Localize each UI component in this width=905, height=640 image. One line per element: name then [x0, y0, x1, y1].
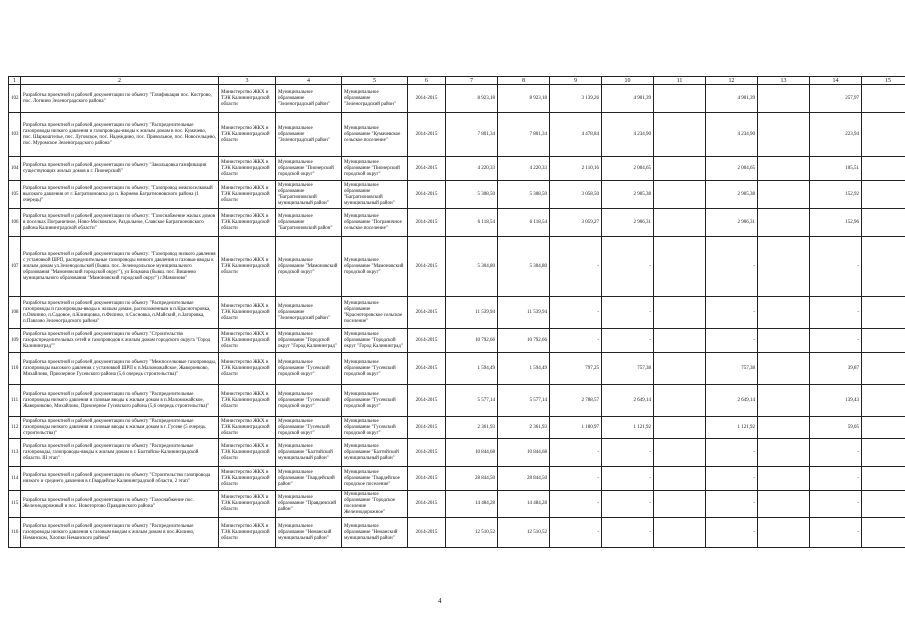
value-cell-12: -: [706, 329, 758, 353]
recipient-cell: Муниципальное образование "Гусевский городской округ": [276, 353, 342, 385]
value-cell-7: 28 844,50: [446, 467, 498, 491]
period-cell: 2014-2015: [408, 181, 446, 209]
value-cell-14: -: [810, 439, 862, 467]
value-cell-11: [654, 439, 706, 467]
value-cell-14: 223,94: [810, 113, 862, 157]
value-cell-10: -: [602, 491, 654, 518]
value-cell-15: [862, 113, 905, 157]
row-number: 112: [9, 417, 21, 439]
value-cell-13: [758, 518, 810, 548]
value-cell-9: 2 110,16: [550, 157, 602, 181]
table-row: [9, 297, 905, 329]
value-cell-11: [654, 237, 706, 297]
value-cell-15: [862, 329, 905, 353]
customer-cell: Министерство ЖКХ и ТЭК Калининградской области: [219, 157, 276, 181]
recipient-cell: Муниципальное образование "Зеленоградский район": [276, 85, 342, 113]
value-cell-8: 8 923,18: [498, 85, 550, 113]
value-cell-11: [654, 385, 706, 417]
value-cell-13: [758, 491, 810, 518]
column-number: 12: [706, 77, 758, 85]
row-number: 109: [9, 329, 21, 353]
value-cell-10: -: [602, 297, 654, 329]
customer-cell: Министерство ЖКХ и ТЭК Калининградской области: [219, 439, 276, 467]
value-cell-11: [654, 491, 706, 518]
value-cell-10: -: [602, 518, 654, 548]
works-table: [8, 76, 905, 548]
customer-cell: Министерство ЖКХ и ТЭК Калининградской области: [219, 297, 276, 329]
value-cell-14: 139,43: [810, 385, 862, 417]
value-cell-10: 4 901,39: [602, 85, 654, 113]
value-cell-13: [758, 181, 810, 209]
recipient-cell: Муниципальное образование "Правдинский район": [276, 491, 342, 518]
value-cell-9: -: [550, 237, 602, 297]
value-cell-9: -: [550, 297, 602, 329]
value-cell-14: -: [810, 491, 862, 518]
customer-cell: Министерство ЖКХ и ТЭК Калининградской области: [219, 518, 276, 548]
description-cell: Разработка проектной и рабочей документации по объекту "Распределительные газопроводы низкого давления и газовые вводы к жилым домам в г. Гусеве (5 очередь строительства)": [21, 417, 219, 439]
customer-cell: Министерство ЖКХ и ТЭК Калининградской области: [219, 181, 276, 209]
customer-cell: Министерство ЖКХ и ТЭК Калининградской области: [219, 237, 276, 297]
customer-cell: Министерство ЖКХ и ТЭК Калининградской области: [219, 467, 276, 491]
period-cell: 2014-2015: [408, 237, 446, 297]
column-number: 5: [342, 77, 408, 85]
recipient-cell: Муниципальное образование "Неманский муниципальный район": [276, 518, 342, 548]
table-row: [9, 385, 905, 417]
value-cell-15: [862, 297, 905, 329]
operator-cell: Муниципальное образование "Мамоновский городской округ": [342, 237, 408, 297]
value-cell-13: [758, 385, 810, 417]
value-cell-9: 4 478,84: [550, 113, 602, 157]
period-cell: 2014-2015: [408, 518, 446, 548]
row-number: 116: [9, 518, 21, 548]
recipient-cell: Муниципальное образование "Городской округ "Город Калининград": [276, 329, 342, 353]
value-cell-12: 2 004,65: [706, 157, 758, 181]
operator-cell: Муниципальное образование "Гвардейское городское поселение": [342, 467, 408, 491]
value-cell-13: [758, 113, 810, 157]
value-cell-9: -: [550, 329, 602, 353]
period-cell: 2014-2015: [408, 439, 446, 467]
table-row: [9, 329, 905, 353]
value-cell-11: [654, 297, 706, 329]
customer-cell: Министерство ЖКХ и ТЭК Калининградской области: [219, 385, 276, 417]
value-cell-10: 2 905,38: [602, 181, 654, 209]
operator-cell: Муниципальное образование "Пограничное сельское поселение": [342, 209, 408, 237]
column-number: 11: [654, 77, 706, 85]
value-cell-13: [758, 85, 810, 113]
value-cell-15: [862, 157, 905, 181]
value-cell-11: [654, 329, 706, 353]
page-number: 4: [438, 597, 442, 605]
value-cell-10: 2 906,31: [602, 209, 654, 237]
value-cell-7: 7 801,34: [446, 113, 498, 157]
value-cell-13: [758, 237, 810, 297]
period-cell: 2014-2015: [408, 417, 446, 439]
value-cell-14: 39,87: [810, 353, 862, 385]
table-row: [9, 237, 905, 297]
value-cell-13: [758, 157, 810, 181]
row-number: 114: [9, 467, 21, 491]
row-number: 110: [9, 353, 21, 385]
description-cell: Разработка проектной и рабочей документации по объекту "Газоснабжение пос. Железнодорожный и пос. Новоторгово Правдинского района": [21, 491, 219, 518]
value-cell-12: 2 906,31: [706, 209, 758, 237]
value-cell-12: -: [706, 237, 758, 297]
operator-cell: Муниципальное образование "Гусевский городской округ": [342, 417, 408, 439]
operator-cell: Муниципальное образование "Неманский муниципальный район": [342, 518, 408, 548]
value-cell-11: [654, 85, 706, 113]
column-number: 14: [810, 77, 862, 85]
value-cell-12: -: [706, 467, 758, 491]
value-cell-14: -: [810, 237, 862, 297]
value-cell-14: 105,51: [810, 157, 862, 181]
value-cell-8: 1 594,49: [498, 353, 550, 385]
value-cell-9: -: [550, 439, 602, 467]
value-cell-7: 2 361,93: [446, 417, 498, 439]
description-cell: Разработка проектной и рабочей документации по объекту "Распределительные газопроводы низкого давления к газовым вводам к жилым домам в пос.Жилино, Неманском, Хлопки Неманского района": [21, 518, 219, 548]
recipient-cell: Муниципальное образование "Багратионовский район": [276, 209, 342, 237]
operator-cell: Муниципальное образование "Зеленоградский район": [342, 85, 408, 113]
recipient-cell: Муниципальное образование "Гусевский городской округ": [276, 385, 342, 417]
value-cell-10: 2 649,14: [602, 385, 654, 417]
value-cell-8: 2 361,93: [498, 417, 550, 439]
row-number: 106: [9, 209, 21, 237]
operator-cell: Муниципальное образование "Кумачевское сельское поселение": [342, 113, 408, 157]
value-cell-10: 4 234,90: [602, 113, 654, 157]
value-cell-14: 152,92: [810, 181, 862, 209]
period-cell: 2014-2015: [408, 85, 446, 113]
value-cell-9: 1 180,97: [550, 417, 602, 439]
value-cell-10: -: [602, 467, 654, 491]
table-row: [9, 181, 905, 209]
value-cell-12: -: [706, 518, 758, 548]
operator-cell: Муниципальное образование "Красноторовское сельское поселение": [342, 297, 408, 329]
table-row: [9, 467, 905, 491]
row-number: 108: [9, 297, 21, 329]
value-cell-11: [654, 181, 706, 209]
value-cell-13: [758, 353, 810, 385]
customer-cell: Министерство ЖКХ и ТЭК Калининградской области: [219, 85, 276, 113]
period-cell: 2014-2015: [408, 491, 446, 518]
customer-cell: Министерство ЖКХ и ТЭК Калининградской области: [219, 417, 276, 439]
value-cell-14: -: [810, 467, 862, 491]
period-cell: 2014-2015: [408, 353, 446, 385]
value-cell-15: [862, 237, 905, 297]
value-cell-7: 1 594,49: [446, 353, 498, 385]
value-cell-12: -: [706, 439, 758, 467]
column-number: 2: [21, 77, 219, 85]
value-cell-9: -: [550, 467, 602, 491]
column-number: 10: [602, 77, 654, 85]
description-cell: Разработка проектной и рабочей документации по объекту "Строительство газопровода низкого и среднего давления в г.Гвардейске Калининградской области, 2 этап": [21, 467, 219, 491]
period-cell: 2014-2015: [408, 385, 446, 417]
value-cell-7: 11 539,94: [446, 297, 498, 329]
value-cell-7: 14 484,28: [446, 491, 498, 518]
row-number: 115: [9, 491, 21, 518]
value-cell-12: 4 234,90: [706, 113, 758, 157]
recipient-cell: Муниципальное образование "Зеленоградский район": [276, 113, 342, 157]
value-cell-13: [758, 329, 810, 353]
column-number: 13: [758, 77, 810, 85]
row-number: 107: [9, 237, 21, 297]
table-row: [9, 417, 905, 439]
customer-cell: Министерство ЖКХ и ТЭК Калининградской области: [219, 113, 276, 157]
value-cell-12: 757,38: [706, 353, 758, 385]
value-cell-11: [654, 209, 706, 237]
value-cell-7: 4 220,33: [446, 157, 498, 181]
value-cell-15: [862, 518, 905, 548]
row-number: 104: [9, 157, 21, 181]
description-cell: Разработка проектной и рабочей документации по объекту "Строительство газораспределительных сетей и газопроводов к жилым домам городского округа "Город Калининград"": [21, 329, 219, 353]
value-cell-8: 10 844,68: [498, 439, 550, 467]
description-cell: Разработка проектной и рабочей документации по объекту "Распределительные газопроводы и газопроводы-вводы к жилым домам, расположенным в п.Красноторовка, п.Овчинно, п.Садовое, п.Клинцовка, п.Филино, п.Сосновка, п.Майский, п.Заторовка, п.Павлово Зеленоградского района": [21, 297, 219, 329]
description-cell: Разработка проектной и рабочей документации по объекту "Распределительные газопроводы низкого давления и газовые вводы к жилым домам в п.Маломожайское, Жаворонково, Михайлово, Приозерное Гусевского района (5,6 очередь строительства)": [21, 385, 219, 417]
row-number: 102: [9, 85, 21, 113]
value-cell-8: 28 844,50: [498, 467, 550, 491]
column-number: 9: [550, 77, 602, 85]
value-cell-15: [862, 417, 905, 439]
value-cell-10: 1 121,92: [602, 417, 654, 439]
value-cell-8: 12 510,52: [498, 518, 550, 548]
operator-cell: Муниципальное образование "Гусевский городской округ": [342, 353, 408, 385]
value-cell-9: 2 788,57: [550, 385, 602, 417]
value-cell-8: 10 792,66: [498, 329, 550, 353]
table-row: [9, 157, 905, 181]
customer-cell: Министерство ЖКХ и ТЭК Калининградской области: [219, 353, 276, 385]
value-cell-8: 6 118,54: [498, 209, 550, 237]
recipient-cell: Муниципальное образование "Балтийский муниципальный район": [276, 439, 342, 467]
customer-cell: Министерство ЖКХ и ТЭК Калининградской области: [219, 329, 276, 353]
value-cell-12: 2 649,14: [706, 385, 758, 417]
description-cell: Разработка проектной и рабочей документации по объекту "Распределительные газопроводы, газопроводы-вводы к жилым домам в г. Балтийске Калининградской области. III этап": [21, 439, 219, 467]
recipient-cell: Муниципальное образование "Мамоновский городской округ": [276, 237, 342, 297]
value-cell-13: [758, 467, 810, 491]
value-cell-8: 4 220,33: [498, 157, 550, 181]
column-number: 15: [862, 77, 905, 85]
operator-cell: Муниципальное образование "Гусевский городской округ": [342, 385, 408, 417]
value-cell-15: [862, 439, 905, 467]
value-cell-11: [654, 417, 706, 439]
period-cell: 2014-2015: [408, 329, 446, 353]
recipient-cell: Муниципальное образование "Зеленоградский район": [276, 297, 342, 329]
value-cell-8: 11 539,94: [498, 297, 550, 329]
value-cell-9: 3 139,26: [550, 85, 602, 113]
table-row: [9, 491, 905, 518]
value-cell-14: -: [810, 518, 862, 548]
table-row: [9, 113, 905, 157]
value-cell-9: -: [550, 491, 602, 518]
period-cell: 2014-2015: [408, 209, 446, 237]
period-cell: 2014-2015: [408, 157, 446, 181]
operator-cell: Муниципальное образование "Балтийский муниципальный район": [342, 439, 408, 467]
operator-cell: Муниципальное образование "Городское поселение Железнодорожное": [342, 491, 408, 518]
recipient-cell: Муниципальное образование "Багратионовский муниципальный район": [276, 181, 342, 209]
period-cell: 2014-2015: [408, 467, 446, 491]
table-row: [9, 518, 905, 548]
value-cell-10: -: [602, 329, 654, 353]
value-cell-13: [758, 439, 810, 467]
column-number: 8: [498, 77, 550, 85]
operator-cell: Муниципальное образование "Багратионовский муниципальный район": [342, 181, 408, 209]
value-cell-13: [758, 209, 810, 237]
description-cell: Разработка проектной и рабочей документации по объекту "Закольцовка газификации существующих жилых домов в г. Пионерский": [21, 157, 219, 181]
value-cell-15: [862, 85, 905, 113]
value-cell-7: 5 304,80: [446, 237, 498, 297]
value-cell-7: 5 577,14: [446, 385, 498, 417]
value-cell-9: 3 059,27: [550, 209, 602, 237]
description-cell: Разработка проектной и рабочей документации по объекту: "Газопровод низкого давления с установкой ШРП, распределительные газопроводы низкого давления и газовые вводы к жилым домам ул.Зеленодольской (бывш. пос. Зеленодольское муниципального образования "Мамоновский городской округ"), ул Боцмана (бывш. пос. Вишнево муниципального образования "Мамоновский городской округ") г.Мамоново": [21, 237, 219, 297]
value-cell-12: 1 121,92: [706, 417, 758, 439]
value-cell-15: [862, 353, 905, 385]
table-row: [9, 439, 905, 467]
value-cell-9: 3 058,50: [550, 181, 602, 209]
value-cell-7: 8 923,18: [446, 85, 498, 113]
value-cell-8: 14 484,28: [498, 491, 550, 518]
value-cell-14: 257,97: [810, 85, 862, 113]
value-cell-12: 4 901,39: [706, 85, 758, 113]
value-cell-13: [758, 417, 810, 439]
recipient-cell: Муниципальное образование "Гвардейский район": [276, 467, 342, 491]
value-cell-7: 10 844,68: [446, 439, 498, 467]
description-cell: Разработка проектной и рабочей документации по объекту: "Газопровод межпоселковый высокого давления от г. Багратионовска до п. Корнево Багратионовского района (1 очередь)": [21, 181, 219, 209]
value-cell-10: -: [602, 237, 654, 297]
operator-cell: Муниципальное образование "Городской округ "Город Калининград": [342, 329, 408, 353]
value-cell-9: -: [550, 518, 602, 548]
value-cell-10: -: [602, 439, 654, 467]
column-number: 1: [9, 77, 21, 85]
value-cell-11: [654, 518, 706, 548]
column-number: 4: [276, 77, 342, 85]
column-number: 6: [408, 77, 446, 85]
value-cell-7: 12 510,52: [446, 518, 498, 548]
column-number-row: [9, 77, 905, 85]
value-cell-14: -: [810, 297, 862, 329]
column-number: 3: [219, 77, 276, 85]
value-cell-12: -: [706, 297, 758, 329]
value-cell-14: 152,96: [810, 209, 862, 237]
column-number: 7: [446, 77, 498, 85]
value-cell-13: [758, 297, 810, 329]
value-cell-12: 2 905,38: [706, 181, 758, 209]
description-cell: Разработка проектной и рабочей документации по объекту "Межпоселковые газопроводы, газопроводы высокого давления с установкой ШРП к п.Маломожайское, Жаворонково, Михайлово, Приозерное Гусевского района (5,6 очередь строительства)": [21, 353, 219, 385]
value-cell-10: 2 004,65: [602, 157, 654, 181]
value-cell-11: [654, 467, 706, 491]
value-cell-11: [654, 157, 706, 181]
value-cell-7: 10 792,66: [446, 329, 498, 353]
value-cell-15: [862, 491, 905, 518]
value-cell-15: [862, 385, 905, 417]
value-cell-14: -: [810, 329, 862, 353]
row-number: 105: [9, 181, 21, 209]
recipient-cell: Муниципальное образование "Гусевский городской округ": [276, 417, 342, 439]
row-number: 113: [9, 439, 21, 467]
customer-cell: Министерство ЖКХ и ТЭК Калининградской области: [219, 209, 276, 237]
value-cell-8: 7 801,34: [498, 113, 550, 157]
value-cell-10: 757,38: [602, 353, 654, 385]
value-cell-15: [862, 467, 905, 491]
value-cell-15: [862, 181, 905, 209]
value-cell-7: 6 118,54: [446, 209, 498, 237]
value-cell-11: [654, 353, 706, 385]
row-number: 111: [9, 385, 21, 417]
value-cell-12: -: [706, 491, 758, 518]
operator-cell: Муниципальное образование "Пионерский городской округ": [342, 157, 408, 181]
value-cell-15: [862, 209, 905, 237]
customer-cell: Министерство ЖКХ и ТЭК Калининградской области: [219, 491, 276, 518]
table-row: [9, 85, 905, 113]
description-cell: Разработка проектной и рабочей документации по объекту "Распределительные газопроводы низкого давления и газопроводы-вводы к жилым домам в пос. Кумачево, пос. Шаркоштелье, пос. Луговское, пос. Надеждино, пос. Привольное, пос. Новосельцево, пос. Муромское Зеленоградского района": [21, 113, 219, 157]
value-cell-7: 5 308,50: [446, 181, 498, 209]
period-cell: 2014-2015: [408, 113, 446, 157]
value-cell-11: [654, 113, 706, 157]
table-row: [9, 353, 905, 385]
period-cell: 2014-2015: [408, 297, 446, 329]
value-cell-8: 5 304,80: [498, 237, 550, 297]
value-cell-8: 5 308,50: [498, 181, 550, 209]
row-number: 103: [9, 113, 21, 157]
description-cell: Разработка проектной и рабочей документации по объекту: "Газоснабжение жилых домов в поселках Пограничное, Ново-Московское, Раздольное, Славское Багратионовского района Калининградской области": [21, 209, 219, 237]
value-cell-8: 5 577,14: [498, 385, 550, 417]
table-row: [9, 209, 905, 237]
description-cell: Разработка проектной и рабочей документации по объекту "Газификация пос. Кострово, пос. Логвино Зеленоградского района": [21, 85, 219, 113]
value-cell-14: 59,05: [810, 417, 862, 439]
value-cell-9: 797,25: [550, 353, 602, 385]
recipient-cell: Муниципальное образование "Пионерский городской округ": [276, 157, 342, 181]
